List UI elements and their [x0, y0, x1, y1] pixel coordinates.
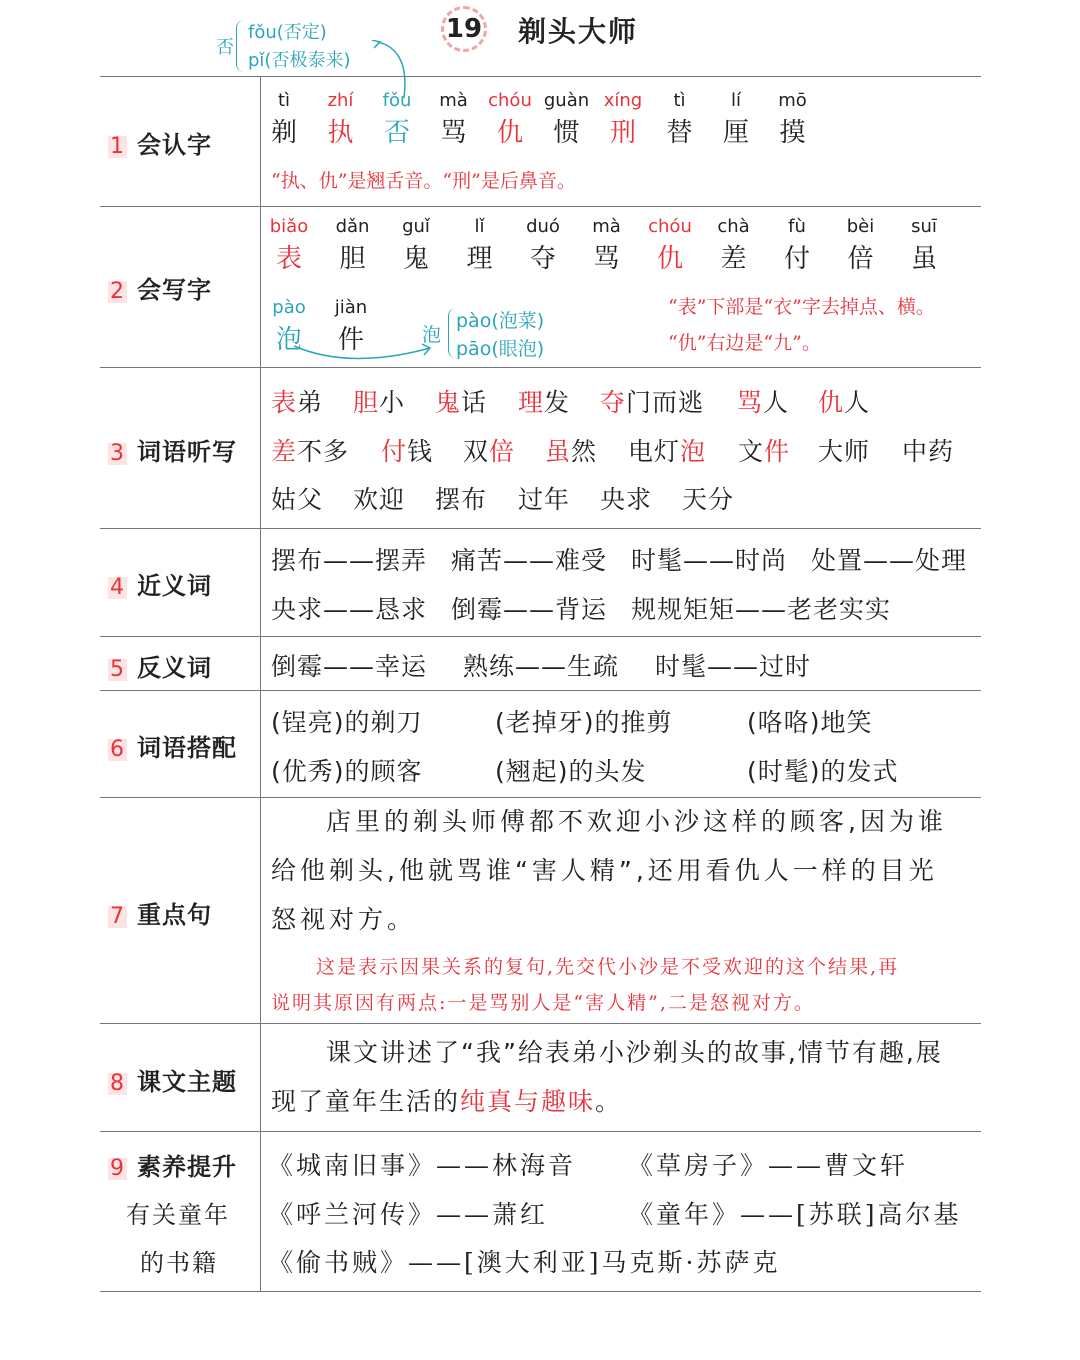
collocation: (时髦)的发式: [747, 757, 899, 786]
synonym-pair: 央求——恳求: [271, 595, 428, 624]
character: 仇: [656, 244, 683, 274]
character: 骂: [593, 244, 620, 274]
dictation-word: 天分: [682, 485, 735, 514]
synonym-pair: 处置——处理: [811, 546, 968, 575]
pinyin: bèi: [846, 216, 875, 237]
dictation-word: 摆布: [435, 485, 488, 514]
pinyin: zhí: [327, 90, 354, 111]
char-cell: [259, 216, 319, 276]
lesson-title: 剃头大师: [518, 15, 639, 48]
character: 执: [327, 118, 354, 148]
section-7-note-2: 说明其原因有两点:一是骂别人是“害人精”,二是怒视对方。: [271, 992, 815, 1014]
character: 替: [666, 118, 693, 148]
character: 鬼: [402, 244, 429, 274]
character: 付: [783, 244, 810, 274]
character: 虽: [910, 244, 937, 274]
character: 夺: [529, 244, 556, 274]
pinyin: lí: [730, 90, 741, 111]
pinyin: xíng: [603, 90, 643, 111]
section-2-label: 2 会写字: [110, 276, 212, 304]
divider: [100, 1131, 981, 1132]
dictation-word: 文件: [738, 437, 791, 466]
pinyin: guàn: [543, 90, 590, 111]
character: 胆: [339, 244, 366, 274]
book-item: 《城南旧事》——林海音: [268, 1151, 577, 1180]
pinyin: chóu: [648, 216, 692, 237]
pinyin: biǎo: [269, 216, 309, 237]
char-cell: [593, 90, 653, 150]
bracket: [236, 20, 247, 72]
dictation-word: 中药: [902, 437, 955, 466]
character: 厘: [722, 118, 749, 148]
dictation-word: 差不多: [271, 437, 350, 466]
char-cell: [321, 297, 381, 357]
character: 否: [383, 118, 410, 148]
section-7-note-1: 这是表示因果关系的复句,先交代小沙是不受欢迎的这个结果,再: [316, 956, 900, 978]
character: 惯: [553, 118, 580, 148]
char-cell: [767, 216, 827, 276]
character: 骂: [440, 118, 467, 148]
divider: [100, 367, 981, 368]
pinyin: chóu: [488, 90, 532, 111]
section-4-label: 4 近义词: [110, 572, 212, 600]
pinyin: fǒu: [382, 90, 412, 111]
antonym-pair: 时髦——过时: [655, 652, 812, 681]
pinyin: pào: [272, 297, 306, 318]
char-cell: [367, 90, 427, 150]
character: 仇: [496, 118, 523, 148]
divider: [100, 1023, 981, 1024]
pinyin: suī: [911, 216, 937, 237]
pinyin: lǐ: [474, 216, 485, 237]
book-item: 《偷书贼》——[澳大利亚]马克斯·苏萨克: [268, 1248, 781, 1277]
char-cell: [513, 216, 573, 276]
section-7-label: 7 重点句: [110, 901, 212, 929]
dictation-word: 胆小: [353, 388, 406, 417]
dictation-word: 仇人: [818, 388, 871, 417]
section-2-note-1: “表”下部是“衣”字去掉点、横。: [668, 296, 935, 318]
pinyin: mō: [778, 90, 807, 111]
section-1-note: “执、仇”是翘舌音。“刑”是后鼻音。: [271, 170, 576, 192]
char-cell: [763, 90, 823, 150]
synonym-pair: 倒霉——背运: [451, 595, 608, 624]
section-5-label: 5 反义词: [110, 654, 212, 682]
book-item: 《呼兰河传》——萧红: [268, 1200, 549, 1229]
char-cell: [480, 90, 540, 150]
char-cell: [640, 216, 700, 276]
antonym-pair: 倒霉——幸运: [271, 652, 428, 681]
synonym-pair: 摆布——摆弄: [271, 546, 428, 575]
section-3-label: 3 词语听写: [110, 438, 237, 466]
divider: [100, 636, 981, 637]
section-6-label: 6 词语搭配: [110, 734, 237, 762]
dictation-word: 骂人: [737, 388, 790, 417]
divider: [100, 76, 981, 77]
char-cell: [254, 90, 314, 150]
divider: [100, 528, 981, 529]
dictation-word: 表弟: [271, 388, 324, 417]
dictation-word: 夺门而逃: [600, 388, 705, 417]
character: 泡: [275, 325, 302, 355]
char-cell: [831, 216, 891, 276]
char-cell: [706, 90, 766, 150]
pinyin: tì: [673, 90, 686, 111]
pinyin: guǐ: [402, 216, 430, 237]
char-cell: [386, 216, 446, 276]
dictation-word: 央求: [600, 485, 653, 514]
dictation-word: 电灯泡: [628, 437, 707, 466]
pinyin: dǎn: [335, 216, 370, 237]
dictation-word: 姑父: [271, 485, 324, 514]
char-cell: [311, 90, 371, 150]
pinyin: duó: [526, 216, 560, 237]
character: 理: [466, 244, 493, 274]
book-item: 《草房子》——曹文轩: [628, 1151, 909, 1180]
char-cell: [450, 216, 510, 276]
collocation: (翘起)的头发: [495, 757, 647, 786]
pinyin: mà: [592, 216, 621, 237]
char-cell: [424, 90, 484, 150]
character: 摸: [779, 118, 806, 148]
lesson-number-badge: 19: [441, 6, 487, 52]
dictation-word: 大师: [818, 437, 871, 466]
section-9-sub-1: 有关童年: [126, 1201, 230, 1229]
pinyin: tì: [277, 90, 291, 111]
dictation-word: 虽然: [545, 437, 598, 466]
dictation-word: 过年: [518, 485, 571, 514]
character: 表: [275, 244, 302, 274]
divider: [100, 206, 981, 207]
character: 差: [720, 244, 747, 274]
char-cell: [894, 216, 954, 276]
pinyin: chà: [717, 216, 750, 237]
char-cell: [650, 90, 710, 150]
key-sentence: 店里的剃头师傅都不欢迎小沙这样的顾客,因为谁 给他剃头,他就骂谁“害人精”,还用看仇人一样的目光 怒视对方。: [271, 807, 947, 934]
section-9-sub-2: 的书籍: [140, 1249, 218, 1277]
collocation: (咯咯)地笑: [747, 708, 873, 737]
section-9-label: 9 素养提升: [110, 1153, 237, 1181]
dictation-word: 鬼话: [435, 388, 488, 417]
character: 件: [337, 325, 364, 355]
dictation-word: 理发: [518, 388, 571, 417]
pinyin: fù: [788, 216, 806, 237]
section-2-note-2: “仇”右边是“九”。: [668, 332, 821, 354]
char-cell: [259, 297, 319, 357]
pinyin: jiàn: [334, 297, 368, 318]
synonym-pair: 时髦——时尚: [631, 546, 788, 575]
char-cell: [577, 216, 637, 276]
collocation: (老掉牙)的推剪: [495, 708, 673, 737]
section-8-label: 8 课文主题: [110, 1068, 237, 1096]
char-cell: [323, 216, 383, 276]
dictation-word: 付钱: [381, 437, 434, 466]
character: 刑: [609, 118, 636, 148]
antonym-pair: 熟练——生疏: [463, 652, 620, 681]
collocation: (优秀)的顾客: [271, 757, 423, 786]
divider: [100, 690, 981, 691]
book-item: 《童年》——[苏联]高尔基: [628, 1200, 962, 1229]
collocation: (锃亮)的剃刀: [271, 708, 423, 737]
synonym-pair: 痛苦——难受: [451, 546, 608, 575]
character: 剃: [270, 118, 297, 148]
dictation-word: 欢迎: [353, 485, 406, 514]
character: 倍: [847, 244, 874, 274]
synonym-pair: 规规矩矩——老老实实: [631, 595, 892, 624]
dictation-word: 双倍: [463, 437, 516, 466]
section-1-label: 1 会认字: [110, 131, 212, 159]
char-cell: [537, 90, 597, 150]
char-cell: [704, 216, 764, 276]
pinyin: mà: [439, 90, 468, 111]
lesson-theme: 课文讲述了“我”给表弟小沙剃头的故事,情节有趣,展 现了童年生活的纯真与趣味。: [271, 1038, 943, 1116]
divider: [100, 1291, 981, 1292]
